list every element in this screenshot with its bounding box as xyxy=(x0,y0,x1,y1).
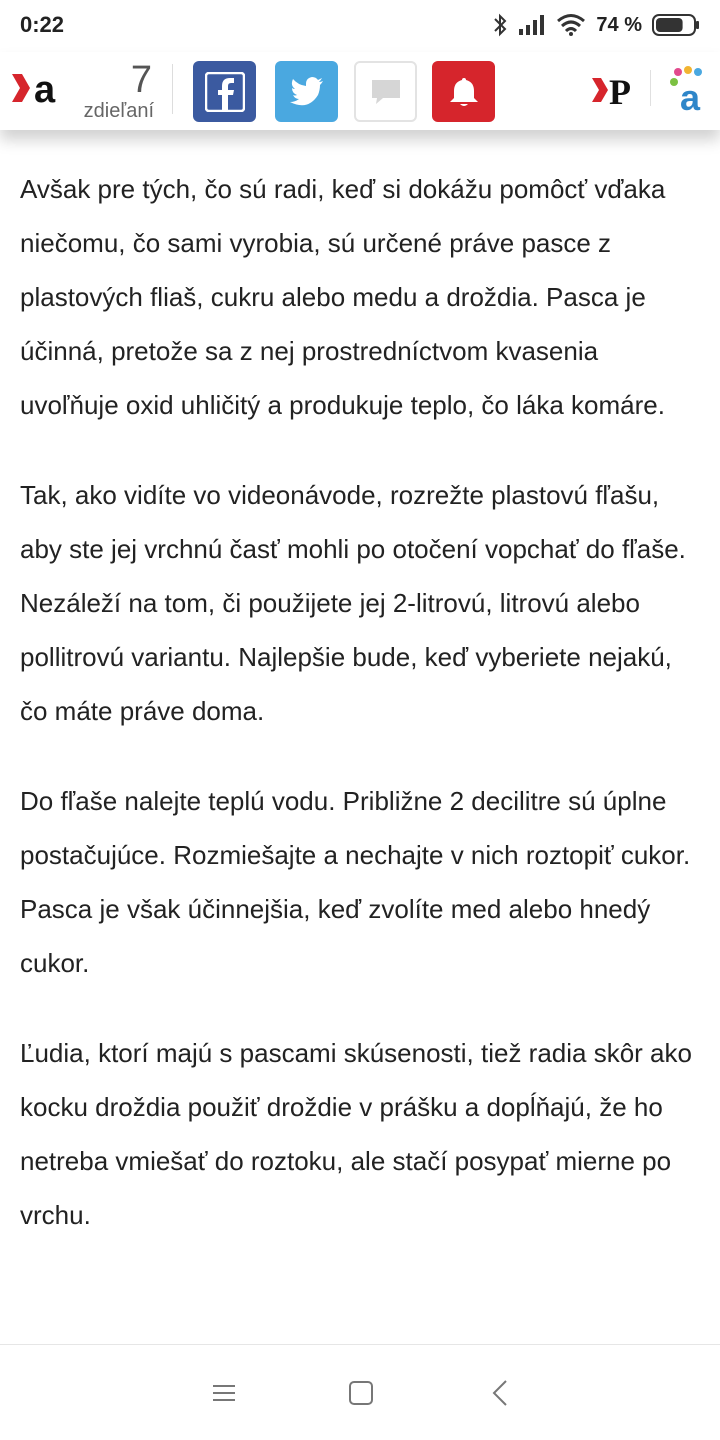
back-button[interactable] xyxy=(480,1375,520,1411)
share-label: zdieľaní xyxy=(83,100,154,122)
twitter-icon xyxy=(290,77,324,107)
navigation-bar xyxy=(0,1344,720,1440)
share-count: 7 xyxy=(130,59,152,101)
bell-icon xyxy=(449,76,479,108)
brand-logo[interactable] xyxy=(10,66,62,110)
signal-icon xyxy=(518,14,546,36)
comment-icon xyxy=(371,78,401,106)
partner-logo-p-letter: P xyxy=(609,72,631,110)
article-paragraph: Avšak pre tých, čo sú radi, keď si dokážu pomôcť vďaka niečomu, čo sami vyrobia, sú určené práve pasce z plastových fliaš, cukru alebo medu a droždia. Pasca je účinná, pretože sa z nej prostredníctvom kvasenia uvoľňuje oxid uhličitý a produkuje teplo, čo láka komáre. xyxy=(20,174,666,420)
facebook-share-button[interactable] xyxy=(193,61,256,122)
battery-icon xyxy=(652,13,700,37)
comment-button[interactable] xyxy=(354,61,417,122)
article-body xyxy=(20,162,700,1278)
recent-apps-button[interactable] xyxy=(205,1375,245,1411)
wifi-icon xyxy=(556,13,586,37)
bluetooth-icon xyxy=(492,13,508,37)
toolbar-divider xyxy=(172,64,173,114)
facebook-icon xyxy=(205,72,245,112)
home-icon xyxy=(347,1379,375,1407)
battery-fill xyxy=(656,18,683,32)
status-bar xyxy=(0,0,720,52)
battery-percent: 74 % xyxy=(596,13,642,36)
home-button[interactable] xyxy=(341,1375,381,1411)
partner-logo-a[interactable] xyxy=(668,66,714,114)
notification-button[interactable] xyxy=(432,61,495,122)
partner-logo-a-letter: a xyxy=(680,77,701,114)
twitter-share-button[interactable] xyxy=(275,61,338,122)
share-toolbar xyxy=(0,52,720,130)
article-paragraph: Tak, ako vidíte vo videonávode, rozrežte plastovú fľašu, aby ste jej vrchnú časť mohli po otočení vopchať do fľaše. Nezáleží na tom, či použijete jej 2-litrovú, litrovú alebo pollitrovú variantu. Najlepšie bude, keď vyberiete nejakú, čo máte práve doma. xyxy=(20,480,686,726)
toolbar-divider-right xyxy=(650,70,651,106)
back-icon xyxy=(490,1379,510,1407)
status-icons xyxy=(492,10,700,40)
partner-logo-p[interactable] xyxy=(592,70,638,110)
menu-icon xyxy=(211,1381,239,1405)
article-paragraph: Ľudia, ktorí majú s pascami skúsenosti, tiež radia skôr ako kocku droždia použiť droždie v prášku a dopĺňajú, že ho netreba vmiešať do roztoku, ale stačí posypať mierne po vrchu. xyxy=(20,1038,692,1230)
status-time: 0:22 xyxy=(20,12,65,37)
brand-logo-letter: a xyxy=(34,69,56,110)
article-paragraph: Do fľaše nalejte teplú vodu. Približne 2 decilitre sú úplne postačujúce. Rozmiešajte a nechajte v nich roztopiť cukor. Pasca je však účinnejšia, keď zvolíte med alebo hnedý cukor. xyxy=(20,786,691,978)
share-counter xyxy=(72,60,154,122)
